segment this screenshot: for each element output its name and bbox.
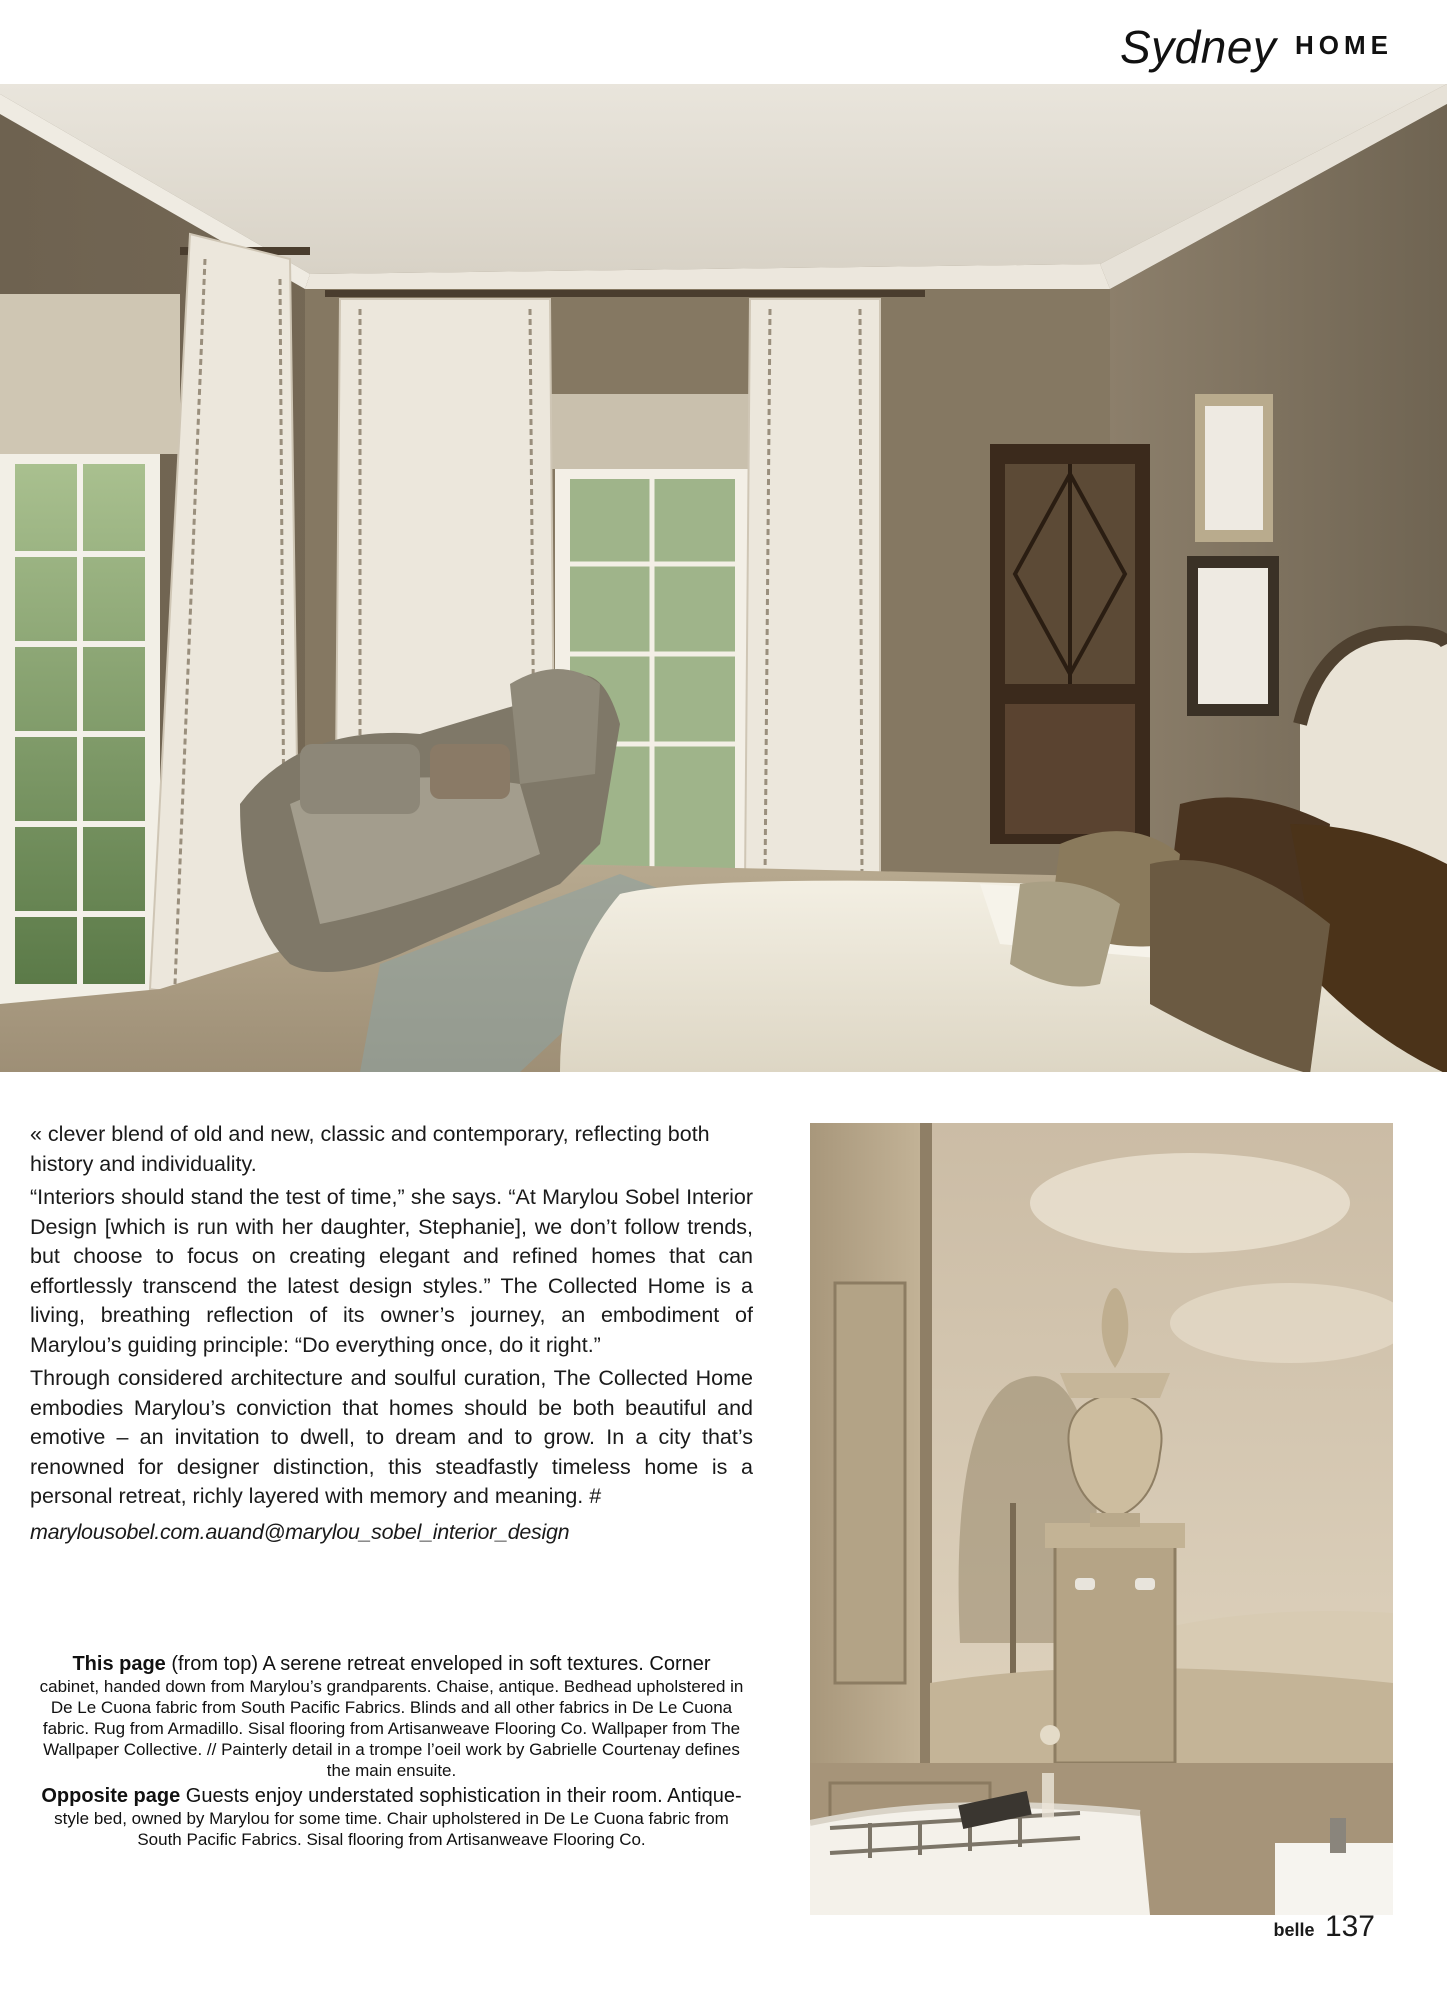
caption-this-page-lead <box>30 1652 753 1676</box>
header-section: HOME <box>1295 30 1393 60</box>
caption-opposite-page-lead <box>30 1784 753 1808</box>
article-paragraph-2: “Interiors should stand the test of time,” she says. “At Marylou Sobel Interior Design [which is run with her daughter, Stephanie], we don’t follow trends, but choose to focus on creating elegant and refined homes that can effortlessly transcend the latest design styles.” The Collected Home is a living, breathing reflection of its owner’s journey, an embodiment of Marylou’s guiding principle: “Do everything once, do it right.” <box>30 1185 753 1357</box>
caption-this-page-label: This page <box>72 1653 166 1675</box>
page-number: 137 <box>1324 1910 1375 1943</box>
caption-opposite-page-lead-text: Guests enjoy understated sophistication in their room. Antique- <box>180 1785 742 1807</box>
caption-this-page-lead-text: (from top) A serene retreat enveloped in soft textures. Corner <box>165 1653 711 1675</box>
caption-opposite-page-label: Opposite page <box>41 1785 181 1807</box>
caption-opposite-page-body: style bed, owned by Marylou for some time. Chair upholstered in De Le Cuona fabric from South Pacific Fabrics. Sisal flooring from Artisanweave Flooring Co. <box>54 1809 729 1849</box>
page-footer <box>1273 1910 1375 1944</box>
caption-this-page-body: cabinet, handed down from Marylou’s grandparents. Chaise, antique. Bedhead upholstered in De Le Cuona fabric from South Pacific Fabrics. Blinds and all other fabrics in De Le Cuona fabric. Rug from Armadillo. Sisal flooring from Artisanweave Flooring Co. Wallpaper from The Wallpaper Collective. // Painterly detail in a trompe l’oeil work by Gabrielle Courtenay defines the main ensuite. <box>39 1677 744 1780</box>
article-paragraph-1: « clever blend of old and new, classic and contemporary, reflecting both history and individuality. <box>30 1122 710 1176</box>
header-city: Sydney <box>1120 21 1277 73</box>
bathroom-mural-photo <box>810 1123 1393 1915</box>
article-body <box>30 1120 753 1551</box>
magazine-brand: belle <box>1273 1920 1315 1940</box>
bedroom-photo <box>0 84 1447 1072</box>
article-paragraph-3: Through considered architecture and soulful curation, The Collected Home embodies Marylou’s conviction that homes should be both beautiful and emotive – an invitation to dwell, to dream and to grow. In a city that’s renowned for designer distinction, this steadfastly timeless home is a personal retreat, richly layered with memory and meaning. # <box>30 1366 753 1508</box>
photo-captions <box>30 1652 753 1850</box>
article-website-link[interactable]: marylousobel.com.auand@marylou_sobel_interior_design <box>30 1519 570 1544</box>
